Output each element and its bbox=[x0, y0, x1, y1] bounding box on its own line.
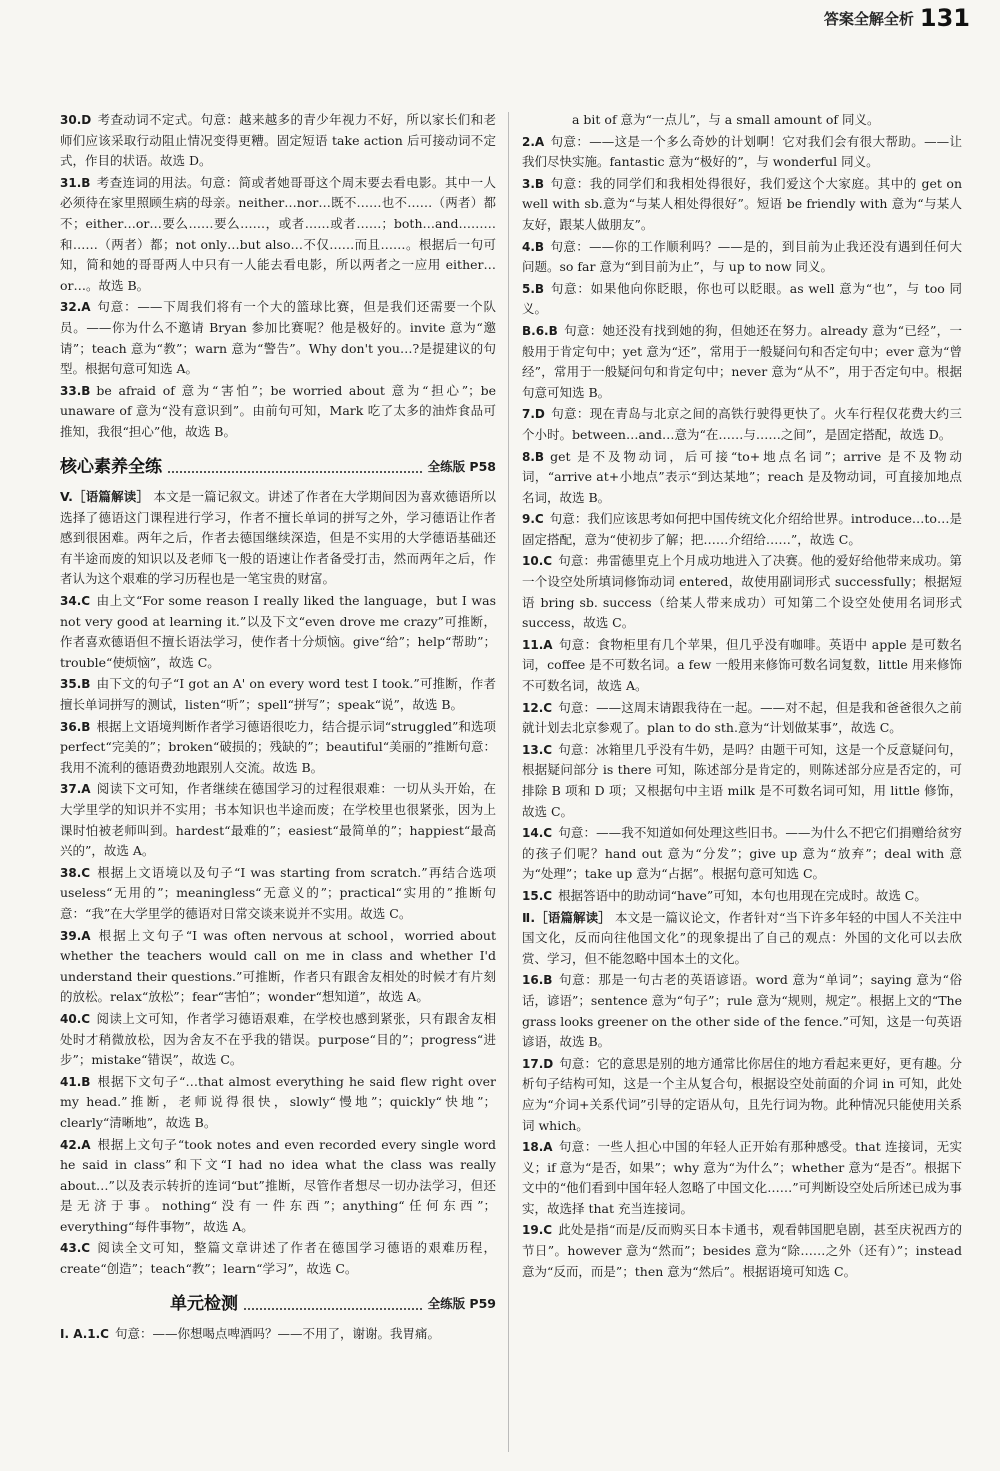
page-header bbox=[0, 0, 1000, 36]
answer-text: 考查连词的用法。句意：简或者她哥哥这个周末要去看电影。其中一人必须待在家里照顾生病的母亲。neither…nor…既不……也不……（两者）都不；either…or…要么……要么……，或者……或者……；both…and………和……（两者）都；not only…but also…不仅……而且……。根据后一句可知，简和她的哥哥两人中只有一人能去看电影，所以两者之一应用 either…or…。故选 B。 bbox=[60, 174, 496, 293]
answer-entry bbox=[60, 779, 496, 861]
answer-entry bbox=[60, 674, 496, 715]
answer-text: 考查动词不定式。句意：越来越多的青少年视力不好，所以家长们和老师们应该采取行动阻止情况变得更糟。固定短语 take action 后可接动词不定式，作目的状语。故选 D。 bbox=[60, 112, 496, 169]
answer-text: 根据上文语境判断作者学习德语很吃力，结合提示词“struggled”和选项 perfect“完美的”；broken“破损的；残缺的”；beautiful“美丽的”推断句意：我用不流利的德语费劲地跟别人交流。故选 B。 bbox=[60, 718, 496, 775]
answer-entry bbox=[522, 635, 962, 697]
answer-entry bbox=[522, 886, 962, 907]
section-ref: 全练版 P58 bbox=[427, 458, 496, 474]
answer-entry bbox=[522, 1137, 962, 1219]
answer-entry bbox=[522, 174, 962, 236]
answer-entry bbox=[60, 381, 496, 443]
answer-number: 11.A bbox=[522, 637, 553, 652]
answer-number: 37.A bbox=[60, 782, 91, 797]
answer-text: 句意：我们应该思考如何把中国传统文化介绍给世界。introduce…to…是固定搭配，意为“使初步了解；把……介绍给……”，故选 C。 bbox=[522, 511, 962, 547]
answer-number: 10.C bbox=[522, 554, 553, 569]
answer-text: 由上文“For some reason I really liked the language，but I was not very good at learning it.”以及下文“even drove me crazy”可推断，作者喜欢德语但不擅长语法学习，使作者十分烦恼。give“给”；help“帮助”；trouble“使烦恼”，故选 C。 bbox=[60, 593, 496, 670]
answer-entry bbox=[60, 1135, 496, 1238]
answer-text: 句意：食物柜里有几个苹果，但几乎没有咖啡。英语中 apple 是可数名词，coffee 是不可数名词。a few 一般用来修饰可数名词复数，little 用来修饰不可数名词，故选 A。 bbox=[522, 636, 962, 694]
answer-number: 5.B bbox=[522, 281, 545, 296]
answer-text: 阅读全文可知，整篇文章讲述了作者在德国学习德语的艰难历程，create“创造”；teach“教”；learn“学习”，故选 C。 bbox=[60, 1240, 496, 1277]
answer-number: 8.B bbox=[522, 449, 545, 464]
answer-text: 句意：弗雷德里克上个月成功地进入了决赛。他的爱好给他带来成功。第一个设空处所填词修饰动词 entered，故使用副词形式 successfully；根据短语 bring sb. success（给某人带来成功）可知第二个设空处使用名词形式 success，故选 C。 bbox=[522, 553, 962, 631]
answer-text: 根据上文句子“took notes and even recorded every single word he said in class”和下文“I had no idea what the class was really about…”以及表示转折的连词“but”推断，尽管作者想尽一切办法学习，但还是无济于事。nothing“没有一件东西”；anything“任何东西”；everything“每件事物”，故选 A。 bbox=[60, 1136, 496, 1234]
answer-entry bbox=[522, 823, 962, 885]
answer-number: 32.A bbox=[60, 300, 91, 315]
answer-number: 36.B bbox=[60, 719, 91, 734]
answer-text: 句意：现在青岛与北京之间的高铁行驶得更快了。火车行程仅花费大约三个小时。between…and…意为“在……与……之间”，是固定搭配，故选 D。 bbox=[522, 406, 962, 442]
answer-number: 9.C bbox=[522, 512, 544, 527]
intro-text: 本文是一篇议论文，作者针对“当下许多年轻的中国人不关注中国文化，反而向往他国文化”的现象提出了自己的观点：外国的文化可以去欣赏、学习，但不能忽略中国本土的文化。 bbox=[522, 909, 962, 966]
answer-entry bbox=[60, 1009, 496, 1071]
answer-entry bbox=[522, 551, 962, 633]
header-title: 答案全解全析 bbox=[823, 9, 914, 28]
answer-number: 4.B bbox=[522, 239, 545, 254]
answer-text: 根据答语中的助动词“have”可知，本句也用现在完成时。故选 C。 bbox=[558, 887, 927, 903]
answer-number: 2.A bbox=[522, 134, 545, 149]
answer-number: 17.D bbox=[522, 1056, 554, 1071]
column-divider bbox=[508, 112, 509, 1452]
passage-intro bbox=[60, 487, 496, 590]
section-heading-unit-test bbox=[60, 1294, 496, 1315]
answer-entry bbox=[60, 110, 496, 172]
dotted-leader bbox=[244, 1308, 422, 1310]
dotted-leader bbox=[168, 471, 422, 473]
answer-entry bbox=[522, 447, 962, 509]
answer-number: 40.C bbox=[60, 1011, 91, 1026]
right-column bbox=[522, 110, 962, 1283]
answer-text: be afraid of 意为“害怕”；be worried about 意为“担心”；be unaware of 意为“没有意识到”。由前句可知，Mark 吃了太多的油炸食品可推知，我很“担心”他，故选 B。 bbox=[60, 382, 496, 439]
answer-text: 句意：如果他向你眨眼，你也可以眨眼。as well 意为“也”，与 too 同义。 bbox=[522, 280, 962, 317]
section-title: 单元检测 bbox=[170, 1293, 238, 1314]
answer-number: 31.B bbox=[60, 175, 91, 190]
answer-entry bbox=[522, 321, 962, 403]
answer-text: 句意：它的意思是别的地方通常比你居住的地方看起来更好，更有趣。分析句子结构可知，这是一个主从复合句，根据设空处前面的介词 in 可知，此处应为“介词+关系代词”引导的定语从句，且先行词为物。此种情况只能使用关系词 which。 bbox=[522, 1055, 962, 1133]
answer-entry bbox=[522, 740, 962, 822]
answer-entry bbox=[60, 1238, 496, 1279]
answer-number: 18.A bbox=[522, 1140, 553, 1155]
answer-number: 33.B bbox=[60, 383, 91, 398]
answer-entry bbox=[60, 1324, 496, 1345]
answer-entry bbox=[60, 717, 496, 779]
answer-text: 根据下文句子“…that almost everything he said flew right over my head.”推断，老师说得很快，slowly“慢地”；quickly“快地”；clearly“清晰地”，故选 B。 bbox=[60, 1073, 496, 1130]
answer-text: 句意：她还没有找到她的狗，但她还在努力。already 意为“已经”，一般用于肯定句中；yet 意为“还”，常用于一般疑问句和否定句中；ever 意为“曾经”，常用于一般疑问句和肯定句中；never 意为“从不”，用于否定句中。根据句意可知选 B。 bbox=[522, 322, 962, 400]
intro-text: 本文是一篇记叙文。讲述了作者在大学期间因为喜欢德语所以选择了德语这门课程进行学习，作者不擅长单词的拼写之外，学习德语让作者感到很困难。两年之后，作者去德国继续深造，但是不实用的大学德语基础还有半途而废的知识以及老师飞一般的语速让作者备受打击，然而两年之后，作者认为这个艰难的学习历程也是一笔宝贵的财富。 bbox=[60, 489, 496, 587]
answer-number: 7.D bbox=[522, 407, 545, 422]
answer-entry bbox=[60, 173, 496, 297]
answer-entry bbox=[60, 1072, 496, 1134]
answer-text: 阅读上文可知，作者学习德语艰难，在学校也感到紧张，只有跟舍友相处时才稍微放松，因为舍友不在乎我的错误。purpose“目的”；progress“进步”；mistake“错误”，故选 C。 bbox=[60, 1010, 496, 1068]
answer-text: 根据上文语境以及句子“I was starting from scratch.”再结合选项 useless“无用的”；meaningless“无意义的”；practical“实用的”推断句意：“我”在大学里学的德语对日常交谈来说并不实用。故选 C。 bbox=[60, 864, 496, 921]
section-heading-core bbox=[60, 457, 496, 478]
intro-tag: Ⅱ.［语篇解读］ bbox=[522, 909, 611, 925]
page-number: 131 bbox=[919, 4, 970, 32]
answer-text: 句意：我的同学们和我相处得很好，我们爱这个大家庭。其中的 get on well with sb.意为“与某人相处得很好”。短语 be friendly with 意为“与某人友好，跟某人做朋友”。 bbox=[522, 175, 962, 232]
answer-number: 35.B bbox=[60, 677, 91, 692]
answer-number: 16.B bbox=[522, 973, 553, 988]
answer-number: 12.C bbox=[522, 700, 553, 715]
answer-entry bbox=[60, 591, 496, 673]
answer-text: 句意：冰箱里几乎没有牛奶，是吗？由题干可知，这是一个反意疑问句，根据疑问部分 is there 可知，陈述部分是肯定的，则陈述部分应是否定的，可排除 B 项和 D 项；又根据句中主语 milk 是不可数名词可知，用 little 修饰，故选 C。 bbox=[522, 741, 962, 819]
answer-text: 阅读下文可知，作者继续在德国学习的过程很艰难：一切从头开始，在大学里学的知识并不实用；书本知识也半途而废；在学校里也很紧张，因为上课时怕被老师叫到。hardest“最难的”；easiest“最简单的”；happiest“最高兴的”，故选 A。 bbox=[60, 781, 496, 859]
answer-entry bbox=[522, 970, 962, 1052]
answer-number: 14.C bbox=[522, 826, 553, 841]
answer-number: 39.A bbox=[60, 928, 91, 943]
answer-entry bbox=[60, 863, 496, 925]
answer-number: 43.C bbox=[60, 1241, 91, 1256]
answer-text: 此处是指“而是/反而购买日本卡通书，观看韩国肥皂剧，甚至庆祝西方的节日”。however 意为“然而”；besides 意为“除……之外（还有）”；instead 意为“反而，而是”；then 意为“然后”。根据语境可知选 C。 bbox=[522, 1222, 962, 1279]
answer-entry bbox=[522, 509, 962, 550]
answer-number: 34.C bbox=[60, 594, 91, 609]
answer-number: 38.C bbox=[60, 865, 91, 880]
answer-number: 30.D bbox=[60, 113, 92, 127]
answer-text: get 是不及物动词，后可接“to+地点名词”；arrive 是不及物动词，“arrive at+小地点”表示“到达某地”；reach 是及物动词，可直接加地点名词，故选 B。 bbox=[522, 448, 962, 505]
answer-text: 根据上文句子“I was often nervous at school，worried about whether the teachers would call on me in class and whether I'd understand their questions.”可推断，作者只有跟舍友相处的时候才有片刻的放松。relax“放松”；fear“害怕”；wonder“想知道”，故选 A。 bbox=[60, 927, 496, 1005]
answer-entry bbox=[522, 404, 962, 445]
answer-entry bbox=[522, 1054, 962, 1136]
answer-text: 句意：——这是一个多么奇妙的计划啊！它对我们会有很大帮助。——让我们尽快实施。fantastic 意为“极好的”，与 wonderful 同义。 bbox=[522, 133, 962, 170]
left-column bbox=[60, 110, 496, 1346]
answer-entry bbox=[522, 132, 962, 173]
section-ref: 全练版 P59 bbox=[427, 1295, 496, 1311]
answer-text: 句意：——下周我们将有一个大的篮球比赛，但是我们还需要一个队员。——你为什么不邀请 Bryan 参加比赛呢？他是极好的。invite 意为“邀请”；teach 意为“教”；warn 意为“警告”。Why don't you…?是提建议的句型。根据句意可知选 A。 bbox=[60, 299, 496, 377]
answer-entry bbox=[522, 279, 962, 320]
answer-entry bbox=[522, 237, 962, 278]
answer-text: 句意：一些人担心中国的年轻人正开始有那种感受。that 连接词，无实义；if 意为“是否，如果”；why 意为“为什么”；whether 意为“是否”。根据下文中的“他们看到中国年轻人忽略了中国文化……”可判断设空处后所述已成为事实，故选择 that 充当连接词。 bbox=[522, 1139, 962, 1216]
answer-entry bbox=[522, 1220, 962, 1282]
answer-number: 15.C bbox=[522, 888, 553, 903]
section-title: 核心素养全练 bbox=[60, 456, 162, 477]
answer-number: Ⅰ. A.1.C bbox=[60, 1327, 109, 1342]
answer-number: B.6.B bbox=[522, 323, 558, 338]
answer-number: 42.A bbox=[60, 1137, 91, 1152]
answer-text: 由下文的句子“I got an A' on every word test I took.”可推断，作者擅长单词拼写的测试，listen“听”；spell“拼写”；speak“说”，故选 B。 bbox=[60, 676, 496, 713]
answer-entry bbox=[522, 698, 962, 739]
answer-number: 3.B bbox=[522, 176, 545, 191]
answer-text: 句意：——你想喝点啤酒吗？——不用了，谢谢。我胃痛。 bbox=[114, 1326, 440, 1342]
answer-number: 13.C bbox=[522, 742, 553, 757]
answer-text: 句意：——这周末请跟我待在一起。——对不起，但是我和爸爸很久之前就计划去北京参观了。plan to do sth.意为“计划做某事”，故选 C。 bbox=[522, 699, 962, 736]
answer-text: 句意：——你的工作顺利吗？——是的，到目前为止我还没有遇到任何大问题。so far 意为“到目前为止”，与 up to now 同义。 bbox=[522, 238, 962, 275]
answer-number: 19.C bbox=[522, 1223, 553, 1238]
answer-text: 句意：那是一句古老的英语谚语。word 意为“单词”；saying 意为“俗话，谚语”；sentence 意为“句子”；rule 意为“规则，规定”。根据上文的“The grass looks greener on the other side of the fence.”可知，这是一句英语谚语，故选 B。 bbox=[522, 972, 962, 1050]
passage-intro bbox=[522, 908, 962, 970]
answer-number: 41.B bbox=[60, 1074, 91, 1089]
answer-text: 句意：——我不知道如何处理这些旧书。——为什么不把它们捐赠给贫穷的孩子们呢？hand out 意为“分发”；give up 意为“放弃”；deal with 意为“处理”；take up 意为“占据”。根据句意可知选 C。 bbox=[522, 825, 962, 882]
continued-text: a bit of 意为“一点儿”，与 a small amount of 同义。 bbox=[572, 112, 880, 127]
answer-entry bbox=[60, 297, 496, 379]
intro-tag: V.［语篇解读］ bbox=[60, 489, 150, 505]
answer-entry bbox=[60, 926, 496, 1008]
